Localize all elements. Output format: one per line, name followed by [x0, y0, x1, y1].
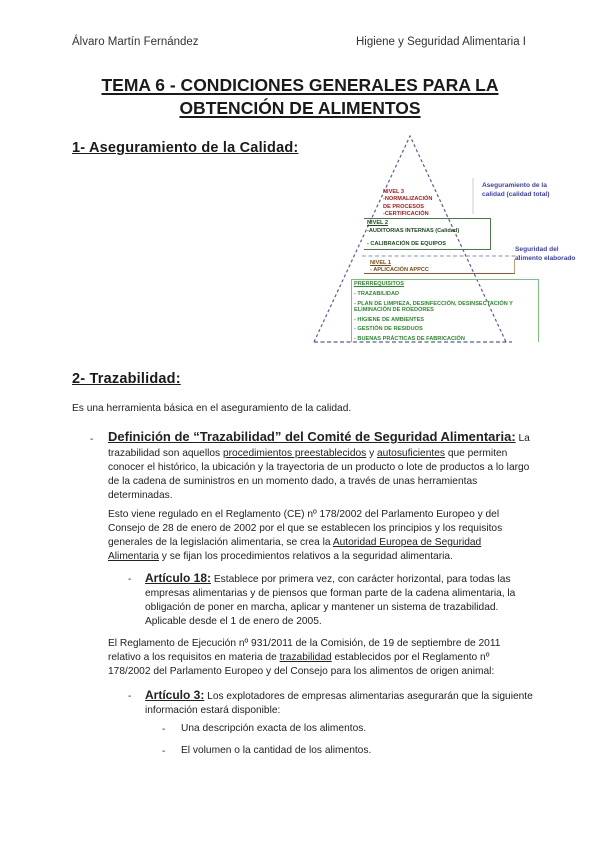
bullet-dash: - — [90, 434, 94, 445]
prerequisitos-block — [354, 280, 524, 345]
nivel-3-block — [383, 189, 432, 219]
text: establecidos por el Reglamento nº — [331, 652, 490, 663]
nivel-1-item: - APLICACIÓN APPCC — [370, 267, 429, 274]
articulo-3-heading: Artículo 3: — [145, 688, 205, 702]
text: de la cadena de suministros en un momento dado, a través de unas herramientas — [108, 476, 478, 487]
underlined-text: Alimentaria — [108, 551, 159, 562]
definition-heading: Definición de “Trazabilidad” del Comité de Seguridad Alimentaria: — [108, 429, 516, 444]
prerequisitos-item: - HIGIENE DE AMBIENTES — [354, 316, 425, 323]
text: Los explotadores de empresas alimentarias asegurarán que la siguiente — [204, 691, 533, 702]
nivel-2-title: NIVEL 2 — [367, 220, 389, 226]
prerequisitos-item: - GESTIÓN DE RESIDUOS — [354, 326, 423, 333]
quality-pyramid-diagram — [312, 134, 576, 346]
text: y — [366, 448, 378, 459]
definition-paragraph — [108, 428, 548, 503]
text: trazabilidad son aquellos — [108, 448, 223, 459]
section-2-heading: 2- Trazabilidad: — [72, 371, 181, 387]
text: que permiten — [444, 448, 508, 459]
nivel-3-item: DE PROCESOS — [383, 203, 425, 210]
prerequisitos-item: - PLAN DE LIMPIEZA, DESINFECCIÓN, DESINSECTACIÓN Y ELIMINACIÓN DE ROEDORES — [354, 300, 513, 313]
text: determinadas. — [108, 490, 173, 501]
prerequisitos-item: - TRAZABILIDAD — [354, 290, 400, 297]
text: Aplicable desde el 1 de enero de 2005. — [145, 616, 322, 627]
text: información estará disponible: — [145, 705, 281, 716]
text: conocer el histórico, la ubicación y la trayectoria de un producto o lote de productos a lo largo — [108, 462, 530, 473]
articulo-18-paragraph — [145, 571, 545, 629]
articulo-3-paragraph — [145, 688, 545, 718]
text: empresas alimentarias y de piensos que forman parte de la cadena alimentaria, la — [145, 588, 516, 599]
underlined-text: Autoridad Europea de Seguridad — [332, 537, 482, 548]
text: obligación de poner en marcha, aplicar y mantener un sistema de trazabilidad. — [145, 602, 499, 613]
regulation-931-paragraph — [108, 637, 548, 679]
underlined-text: autosuficientes — [377, 448, 445, 459]
text: relativo a los requisitos en materia de — [108, 652, 280, 663]
nivel-3-item: -NORMALIZACIÓN — [383, 196, 433, 203]
section-1-heading: 1- Aseguramiento de la Calidad: — [72, 140, 299, 156]
text: generales de la legislación alimentaria, se crea la — [108, 537, 333, 548]
prerequisitos-item: - BUENAS PRÁCTICAS DE FABRICACIÓN — [354, 336, 465, 343]
bullet-dash: - — [162, 724, 166, 735]
title-line-2: OBTENCIÓN DE ALIMENTOS — [179, 98, 421, 118]
bullet-dash: - — [128, 691, 132, 702]
nivel-2-item: - CALIBRACIÓN DE EQUIPOS — [367, 240, 446, 247]
nivel-2-item: -AUDITORIAS INTERNAS (Calidad) — [367, 228, 460, 235]
label-line: calidad (calidad total) — [482, 190, 550, 198]
header-subject: Higiene y Seguridad Alimentaria I — [355, 36, 526, 48]
text: y se fijan los procedimientos relativos a la seguridad alimentaria. — [158, 551, 453, 562]
prerequisitos-title: PRERREQUISITOS — [354, 281, 404, 287]
list-item: Una descripción exacta de los alimentos. — [181, 723, 367, 734]
regulation-178-paragraph — [108, 508, 548, 564]
nivel-3-item: -CERTIFICACIÓN — [383, 211, 429, 218]
nivel-2-block — [367, 220, 459, 248]
label-line: alimento elaborado — [515, 254, 576, 262]
bullet-dash: - — [162, 746, 166, 757]
articulo-18-heading: Artículo 18: — [145, 571, 212, 585]
bullet-dash: - — [128, 574, 132, 585]
text: La — [515, 433, 530, 444]
label-seguridad-alimento — [515, 246, 575, 263]
text: Consejo de 28 de enero de 2002 por el que se establecen los principios y los requisitos — [108, 523, 503, 534]
text: El Reglamento de Ejecución nº 931/2011 de la Comisión, de 19 de septiembre de 2011 — [108, 638, 501, 649]
text: 178/2002 del Parlamento Europeo y del Consejo para los alimentos de origen animal: — [108, 666, 495, 677]
list-item: El volumen o la cantidad de los alimentos. — [181, 745, 372, 756]
underlined-text: trazabilidad — [279, 652, 332, 663]
page-title — [0, 74, 600, 120]
nivel-1-title: NIVEL 1 — [370, 260, 392, 266]
label-aseguramiento-calidad — [482, 182, 549, 199]
label-line: Aseguramiento de la — [482, 182, 547, 189]
nivel-3-title: NIVEL 3 — [383, 189, 405, 195]
underlined-text: procedimientos preestablecidos — [222, 448, 367, 459]
nivel-1-block — [370, 260, 429, 275]
text: Establece por primera vez, con carácter horizontal, para todas las — [211, 574, 511, 585]
label-line: Seguridad del — [515, 246, 559, 253]
header-author: Álvaro Martín Fernández — [72, 36, 199, 48]
title-line-1: TEMA 6 - CONDICIONES GENERALES PARA LA — [101, 75, 499, 95]
text: Esto viene regulado en el Reglamento (CE) nº 178/2002 del Parlamento Europeo y del — [108, 509, 500, 520]
trazabilidad-intro: Es una herramienta básica en el aseguramiento de la calidad. — [72, 403, 352, 414]
